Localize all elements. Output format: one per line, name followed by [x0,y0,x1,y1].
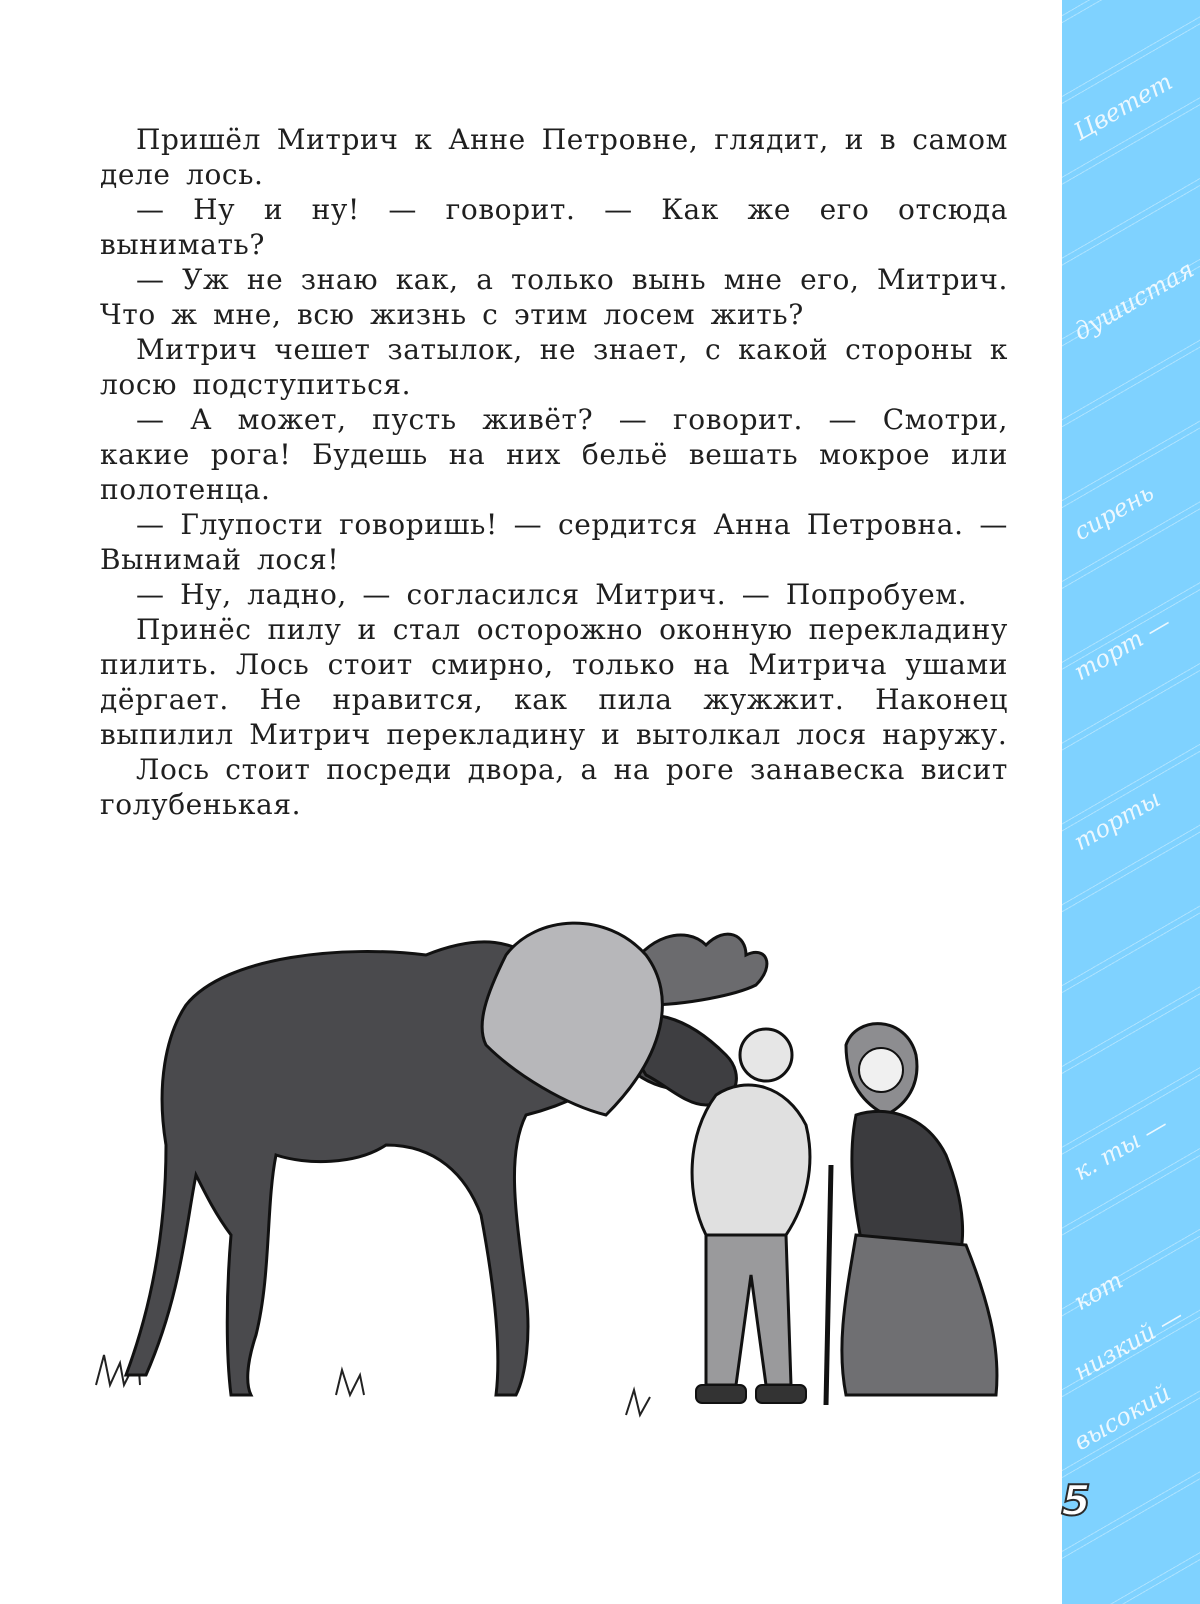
paragraph: — А может, пусть живёт? — говорит. — Смотри, какие рога! Будешь на них бельё вешать мокрое или полотенца. [100,403,1008,506]
copybook-word: к. ты — [1069,1110,1173,1187]
moose-figure [126,923,767,1395]
story-text [100,122,1008,822]
paragraph: Митрич чешет затылок, не знает, с какой стороны к лосю подступиться. [100,333,1008,401]
paragraph: Лось стоит посреди двора, а на роге занавеска висит голубенькая. [100,753,1008,821]
paragraph: Пришёл Митрич к Анне Петровне, глядит, и в самом деле лось. [100,123,1008,191]
paragraph: — Уж не знаю как, а только вынь мне его, Митрич. Что ж мне, всю жизнь с этим лосем жить? [100,263,1008,331]
copybook-word: низкий — [1069,1301,1188,1387]
paragraph: — Ну, ладно, — согласился Митрич. — Попробуем. [136,578,968,611]
copybook-word: торт — [1069,608,1176,687]
copybook-word: высокий [1069,1378,1176,1457]
page-number: 5 [1061,1476,1091,1525]
woman-figure [826,1024,997,1405]
moose-illustration [86,915,1046,1460]
copybook-sidebar [1062,0,1200,1604]
copybook-word: сирень [1069,478,1159,547]
paragraph: — Глупости говоришь! — сердится Анна Петровна. — Вынимай лося! [100,508,1008,576]
copybook-word: торты [1069,784,1166,857]
copybook-word: Цветет [1069,67,1178,147]
copybook-word: кот [1069,1266,1128,1317]
paragraph: Принёс пилу и стал осторожно оконную перекладину пилить. Лось стоит смирно, только на Митрича ушами дёргает. Не нравится, как пила жужжит. Наконец выпилил Митрич перекладину и вытолкал лося наружу. [100,613,1008,751]
paragraph: — Ну и ну! — говорит. — Как же его отсюда вынимать? [100,193,1008,261]
copybook-word: душистая [1069,255,1199,347]
